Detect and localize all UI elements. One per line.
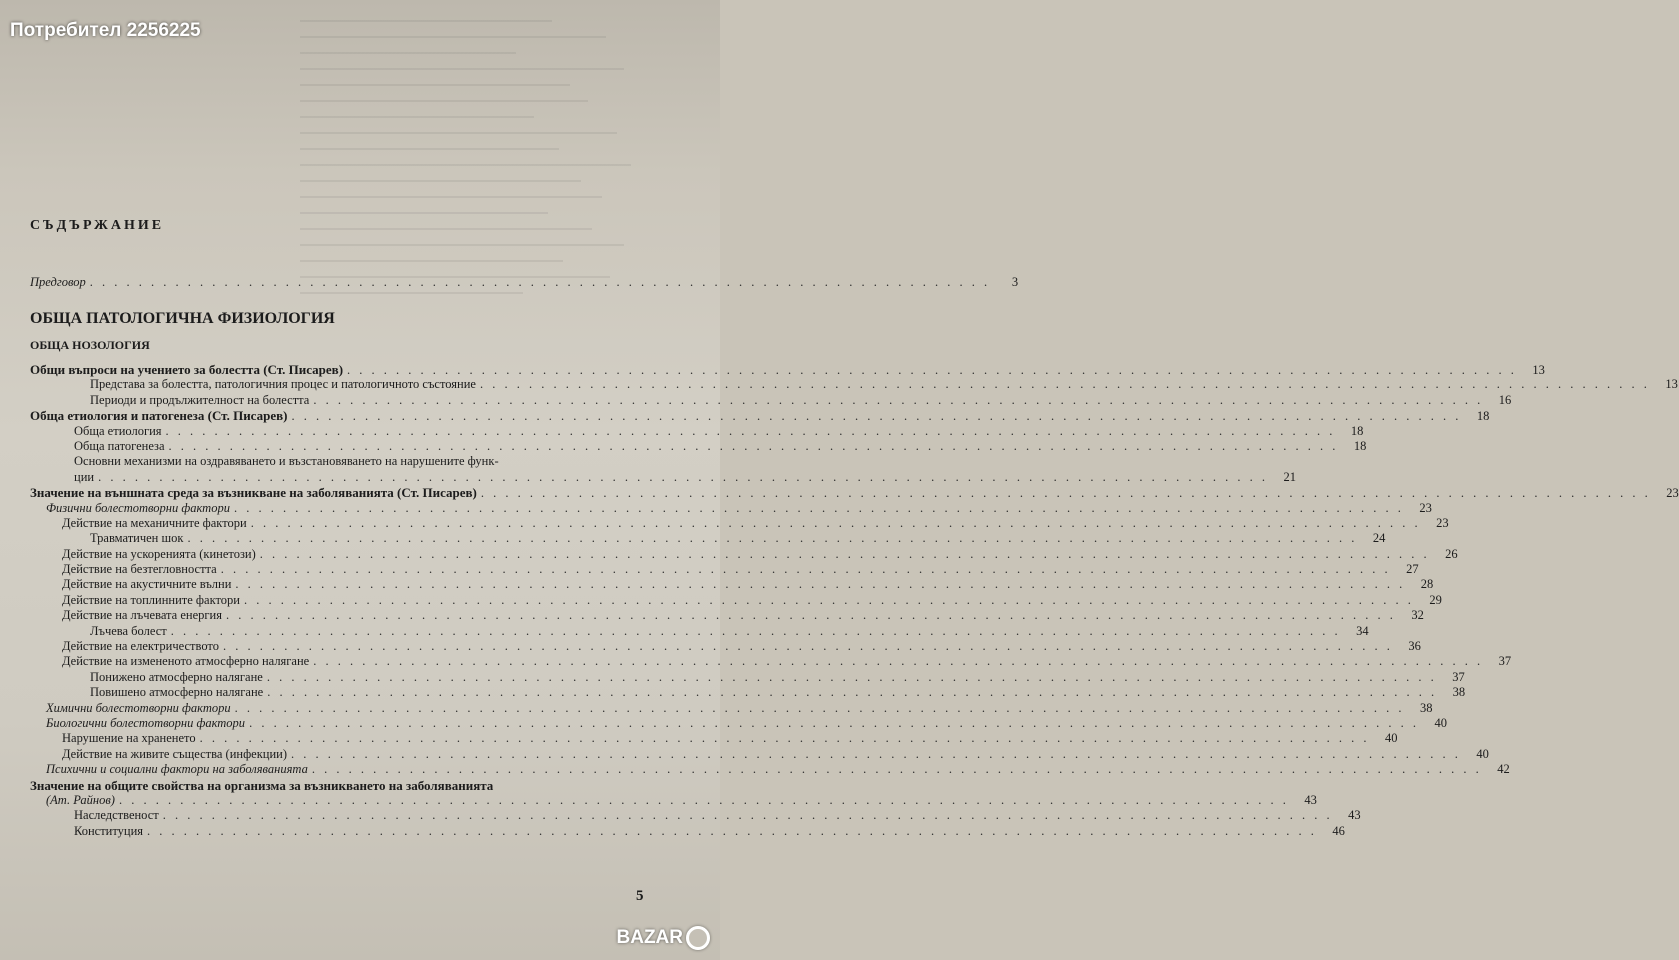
toc-entry-title: Представа за болестта, патологичния процес и патологичното състояние — [90, 377, 476, 392]
dot-leader: . . . . . . . . . . . . . . . . . . . . . . . . . . . . . . . . . . . . . . . . . . . . . . . . . . . . . . . . . . . . . . . . . . . . . . . . . . . . . . . . . . . . . . . . . . . . . . . . — [313, 654, 1484, 669]
toc-entry — [74, 423, 1364, 439]
toc-entry — [74, 469, 1296, 485]
toc-entry — [90, 531, 1386, 546]
dot-leader: . . . . . . . . . . . . . . . . . . . . . . . . . . . . . . . . . . . . . . . . . . . . . . . . . . . . . . . . . . . . . . . . . . . . . . . . . . . . . . . . . . . . . . . . . . . . . . . . — [233, 500, 1404, 515]
dot-leader: . . . . . . . . . . . . . . . . . . . . . . . . . . . . . . . . . . . . . . . . . . . . . . . . . . . . . . . . . . . . . . . . . . . . . . . . . . . . . . . . . . . . . . . . . . . . . . . . — [147, 823, 1317, 838]
toc-entry-page: 24 — [1372, 531, 1386, 546]
dot-leader: . . . . . . . . . . . . . . . . . . . . . . . . . . . . . . . . . . . . . . . . . . . . . . . . . . . . . . . . . . . . . . . . . . . . . . . . . . . . . . . . . . . . . . . . . . . . . . . . — [249, 715, 1419, 730]
toc-entry-page: 40 — [1476, 746, 1489, 761]
toc-entry-title: Основни механизми на оздравяването и възстановяването на нарушените функ- — [74, 454, 499, 469]
toc-entry-page: 40 — [1434, 715, 1447, 730]
toc-entry-page: 13 — [1665, 377, 1678, 392]
toc-entry-title: Конституция — [74, 823, 144, 838]
toc-entry — [62, 654, 1512, 669]
dot-leader: . . . . . . . . . . . . . . . . . . . . . . . . . . . . . . . . . . . . . . . . . . . . . . . . . . . . . . . . . . . . . . . . . . . . . . . . . . . . . . . . . . . . . . . . . . . . . . . . — [291, 409, 1462, 424]
toc-entry-page: 37 — [1452, 669, 1465, 684]
dot-leader: . . . . . . . . . . . . . . . . . . . . . . . . . . . . . . . . . . . . . . . . . . . . . . . . . . . . . . . . . . . . . . . . . . . . . . . . . . . . . . . . . . . . . . . . . . . . . . . . — [311, 762, 1482, 777]
user-watermark: Потребител 2256225 — [10, 20, 201, 41]
smile-icon — [686, 926, 710, 950]
toc-entry — [62, 562, 1419, 577]
toc-entry-title: Обща етиология — [74, 423, 162, 438]
toc-entry-page: 26 — [1445, 546, 1458, 561]
dot-leader: . . . . . . . . . . . . . . . . . . . . . . . . . . . . . . . . . . . . . . . . . . . . . . . . . . . . . . . . . . . . . . . . . . . . . . . . . . . . . . . . . . . . . . . . . . . . . . . . — [259, 546, 1430, 561]
dot-leader: . . . . . . . . . . . . . . . . . . . . . . . . . . . . . . . . . . . . . . . . . . . . . . . . . . . . . . . . . . . . . . . . . . . . . . . . . . . . . . . . . . . . . . . . . . . . . . . . — [267, 685, 1438, 700]
toc-entry — [62, 731, 1398, 746]
toc-entry-title: Действие на електричеството — [62, 639, 219, 654]
toc-entry-page: 43 — [1304, 792, 1317, 807]
dot-leader: . . . . . . . . . . . . . . . . . . . . . . . . . . . . . . . . . . . . . . . . . . . . . . . . . . . . . . . . . . . . . . . . . . . . . . . . . . . . . . . . . . . . . . . . . . . . . . . . — [313, 392, 1484, 407]
toc-entry-title: Биологични болестотворни фактори — [46, 715, 246, 730]
toc-entry — [30, 485, 1679, 501]
toc-entry-page: 28 — [1420, 577, 1434, 592]
toc-entry-title: Действие на механичните фактори — [62, 515, 247, 530]
toc-entry-title: Действие на ускоренията (кинетози) — [62, 546, 256, 561]
toc-entry-page: 21 — [1283, 469, 1296, 484]
bazar-logo — [617, 926, 711, 950]
dot-leader: . . . . . . . . . . . . . . . . . . . . . . . . . . . . . . . . . . . . . . . . . . . . . . . . . . . . . . . . . . . . . . . . . . . . . . . . . . . . . . . . . . . . . . . . . . . . . . . . — [118, 792, 1289, 807]
dot-leader: . . . . . . . . . . . . . . . . . . . . . . . . . . . . . . . . . . . . . . . . . . . . . . . . . . . . . . . . . . . . . . . . . . . . . . . . . . . . . . . . . . . . . . . . . . . . . . . . — [199, 731, 1370, 746]
toc-entry-title: ции — [74, 469, 95, 484]
preface-page: 3 — [1011, 275, 1019, 289]
toc-entry — [90, 377, 1678, 392]
toc-entry — [90, 623, 1369, 639]
toc-entry-title: Действие на живите същества (инфекции) — [62, 746, 288, 761]
dot-leader: . . . . . . . . . . . . . . . . . . . . . . . . . . . . . . . . . . . . . . . . . . . . . . . . . . . . . . . . . . . . . . . . . . . . . . . . . . . . . . . . . . . . . . . . . . . . . . . . — [234, 700, 1405, 715]
section-title: ОБЩА НОЗОЛОГИЯ — [30, 338, 150, 352]
dot-leader: . . . . . . . . . . . . . . . . . . . . . . . . . . . . . . . . . . . . . . . . . . . . . . . . . . . . . . . . . . . . . . . . . . . . . . . . . . . . . . . . . . . . . . . . . . . . . . . . — [220, 562, 1391, 577]
toc-entry-title: Наследственост — [74, 808, 159, 823]
toc-entry-title: Действие на акустичните вълни — [62, 577, 232, 592]
preface-entry — [30, 275, 1019, 290]
toc-entry-page: 29 — [1429, 592, 1442, 607]
toc-entry-title: (Ат. Райнов) — [46, 792, 115, 807]
toc-entry-title: Периоди и продължителност на болестта — [90, 392, 310, 407]
dot-leader: . . . . . . . . . . . . . . . . . . . . . . . . . . . . . . . . . . . . . . . . . . . . . . . . . . . . . . . . . . . . . . . . . . . . . . . . . . . . . . . . . . . . . . . . . . . . . . . . — [243, 592, 1414, 607]
toc-entry-title: Физични болестотворни фактори — [46, 500, 230, 515]
toc-entry-page: 34 — [1356, 623, 1369, 638]
toc-entry-title: Действие на безтегловността — [62, 562, 217, 577]
toc-entry-title: Общи въпроси на учението за болестта (Ст. Писарев) — [30, 362, 344, 377]
toc-entry — [46, 500, 1432, 516]
toc-list — [0, 362, 1679, 839]
toc-entry-page: 23 — [1666, 486, 1679, 501]
toc-entry-title: Действие на измененото атмосферно налягане — [62, 654, 310, 669]
dot-leader: . . . . . . . . . . . . . . . . . . . . . . . . . . . . . . . . . . . . . . . . . . . . . . . . . . . . . . . . . . . . . . . . . . . . . . . . . . . . . . . . . . . . . . . . . . . . . . . . — [222, 639, 1393, 654]
dot-leader: . . . . . . . . . . . . . . . . . . . . . . . . . . . . . . . . . . . . . . . . . . . . . . . . . . . . . . . . . . . . . . . . . . . . . . . . . . . . . . . . . . . . . . . . . . . . . . . . — [291, 746, 1461, 761]
toc-entry-page: 23 — [1436, 515, 1449, 530]
toc-entry-title: Лъчева болест — [90, 623, 167, 638]
toc-entry — [30, 778, 653, 793]
toc-entry-page: 46 — [1332, 823, 1345, 838]
toc-entry — [46, 700, 1433, 716]
part-title: ОБЩА ПАТОЛОГИЧНА ФИЗИОЛОГИЯ — [30, 310, 335, 327]
toc-entry-title: Значение на общите свойства на организма за възникването на заболяванията — [30, 777, 494, 793]
toc-entry-page: 18 — [1476, 409, 1490, 424]
toc-entry — [62, 515, 1449, 531]
toc-entry-page: 13 — [1532, 363, 1545, 377]
dot-leader: . . . . . . . . . . . . . . . . . . . . . . . . . . . . . . . . . . . . . . . . . . . . . . . . . . . . . . . . . . . . . . . . . . . . . . . . . . . . . . . . . . . . . . . . . . . . . . . . — [225, 608, 1396, 623]
toc-entry — [90, 392, 1512, 408]
toc-entry-title: Действие на топлинните фактори — [62, 592, 240, 607]
toc-entry-page: 36 — [1408, 639, 1421, 654]
toc-entry — [62, 746, 1489, 762]
toc-entry-title: Понижено атмосферно налягане — [90, 669, 263, 684]
toc-entry — [46, 715, 1447, 731]
toc-entry-page: 37 — [1498, 654, 1512, 669]
toc-entry-page: 38 — [1452, 685, 1466, 700]
dot-leader: . . . . . . . . . . . . . . . . . . . . . . . . . . . . . . . . . . . . . . . . . . . . . . . . . . . . . . . . . . . . . . . . . . . . . . . . . . . . . . . . . . . . . . . . . . . . . . . . — [165, 423, 1336, 438]
toc-entry — [74, 808, 1361, 823]
toc-entry — [30, 408, 1490, 424]
bazar-logo-text: BAZAR — [616, 927, 683, 948]
toc-entry-title: Обща патогенеза — [74, 438, 165, 453]
toc-entry — [46, 762, 1510, 777]
toc-entry — [46, 792, 1317, 808]
toc-entry-title: Действие на лъчевата енергия — [62, 608, 222, 623]
dot-leader: . . . . . . . . . . . . . . . . . . . . . . . . . . . . . . . . . . . . . . . . . . . . . . . . . . . . . . . . . . . . . . . . . . . . . . . . . . . . . . . . . . . . . . . . . . . . . . . . — [98, 469, 1268, 484]
toc-entry-page: 42 — [1497, 762, 1510, 777]
toc-entry-page: 27 — [1406, 562, 1419, 577]
toc-entry-title: Повишено атмосферно налягане — [90, 685, 264, 700]
toc-entry-page: 16 — [1498, 392, 1512, 407]
dot-leader: . . . . . . . . . . . . . . . . . . . . . . . . . . . . . . . . . . . . . . . . . . . . . . . . . . . . . . . . . . . . . . . . . . . . . . . . . . . . . . . . . . . . . . . . . . . . . . . . — [347, 363, 1517, 377]
dot-leader: . . . . . . . . . . . . . . . . . . . . . . . . . . . . . . . . . . . . . . . . . . . . . . . . . . . . . . . . . . . . . . . . . . . . . . . . . . . . . . . . . . . . . . . . . . . . . . . . — [187, 531, 1358, 546]
bleed-through-text — [300, 20, 660, 300]
toc-entry-title: Химични болестотворни фактори — [46, 700, 231, 715]
toc-entry-title: Травматичен шок — [90, 531, 184, 546]
toc-entry-page: 18 — [1353, 438, 1367, 453]
dot-leader: . . . . . . . . . . . . . . . . . . . . . . . . . . . . . . . . . . . . . . . . . . . . . . . . . . . . . . . . . . . . . . . . . . . . . . . . . . . . . . . . . . . . . . . . . . . . . . . . — [480, 486, 1651, 501]
toc-entry-page: 18 — [1350, 423, 1364, 438]
toc-entry — [62, 639, 1421, 654]
toc-entry-page: 32 — [1411, 608, 1424, 623]
toc-heading: СЪДЪРЖАНИЕ — [30, 218, 165, 233]
dot-leader: . . . . . . . . . . . . . . . . . . . . . . . . . . . . . . . . . . . . . . . . . . . . . . . . . . . . . . . . . . . . . . . . . . . . . . . . . . . . . . . . . . . . . . . . . . . . . . . . — [162, 808, 1333, 823]
toc-entry-title: Обща етиология и патогенеза (Ст. Писарев) — [30, 408, 288, 424]
toc-entry — [62, 608, 1424, 623]
toc-entry — [62, 546, 1458, 562]
toc-entry — [62, 577, 1434, 592]
toc-entry — [30, 362, 1545, 377]
toc-entry — [74, 438, 1367, 454]
toc-entry — [74, 454, 653, 469]
toc-entry-title: Психични и социални фактори на заболяванията — [46, 762, 308, 777]
toc-entry — [90, 685, 1466, 700]
dot-leader: . . . . . . . . . . . . . . . . . . . . . . . . . . . . . . . . . . . . . . . . . . . . . . . . . . . . . . . . . . . . . . . . . . . . . . . . . . . . . . . . . . . . . . . . . . . . . . . . — [170, 623, 1341, 638]
toc-entry-page: 43 — [1348, 808, 1361, 823]
toc-entry-title: Нарушение на храненето — [62, 731, 196, 746]
toc-entry-page: 38 — [1420, 700, 1433, 715]
dot-leader: . . . . . . . . . . . . . . . . . . . . . . . . . . . . . . . . . . . . . . . . . . . . . . . . . . . . . . . . . . . . . . . . . . . . . . . . . . . . . . . . . . . . . . . . . . . . . . . . — [168, 438, 1339, 453]
dot-leader: . . . . . . . . . . . . . . . . . . . . . . . . . . . . . . . . . . . . . . . . . . . . . . . . . . . . . . . . . . . . . . . . . . . . . . . . . . — [89, 275, 991, 289]
dot-leader: . . . . . . . . . . . . . . . . . . . . . . . . . . . . . . . . . . . . . . . . . . . . . . . . . . . . . . . . . . . . . . . . . . . . . . . . . . . . . . . . . . . . . . . . . . . . . . . . — [250, 515, 1421, 530]
toc-entry-title: Значение на външната среда за възникване на заболяванията (Ст. Писарев) — [30, 485, 477, 501]
page-number: 5 — [636, 888, 644, 904]
dot-leader: . . . . . . . . . . . . . . . . . . . . . . . . . . . . . . . . . . . . . . . . . . . . . . . . . . . . . . . . . . . . . . . . . . . . . . . . . . . . . . . . . . . . . . . . . . . . . . . . — [479, 377, 1650, 392]
toc-entry-page: 40 — [1384, 731, 1398, 746]
preface-title: Предговор — [30, 275, 86, 289]
toc-entry — [62, 592, 1442, 608]
toc-entry — [74, 823, 1345, 839]
dot-leader: . . . . . . . . . . . . . . . . . . . . . . . . . . . . . . . . . . . . . . . . . . . . . . . . . . . . . . . . . . . . . . . . . . . . . . . . . . . . . . . . . . . . . . . . . . . . . . . . — [266, 669, 1437, 684]
dot-leader: . . . . . . . . . . . . . . . . . . . . . . . . . . . . . . . . . . . . . . . . . . . . . . . . . . . . . . . . . . . . . . . . . . . . . . . . . . . . . . . . . . . . . . . . . . . . . . . . — [235, 577, 1406, 592]
toc-entry — [90, 669, 1465, 685]
toc-entry-page: 23 — [1419, 500, 1432, 515]
